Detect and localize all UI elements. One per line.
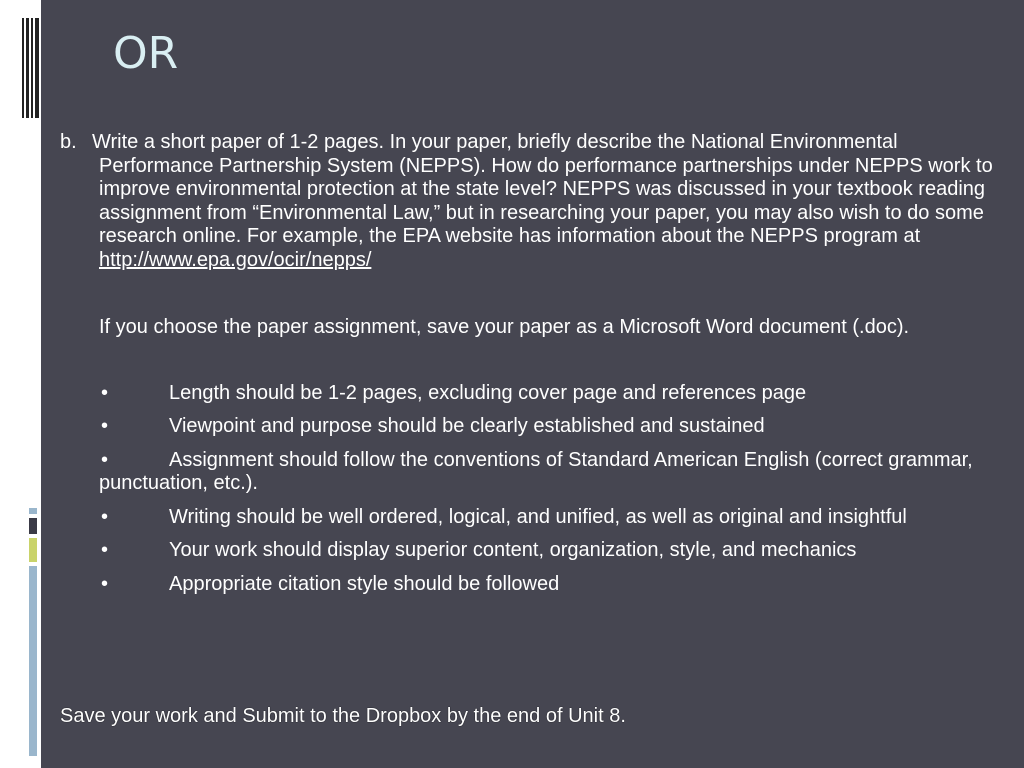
bullet-text: Length should be 1-2 pages, excluding cover page and references page xyxy=(169,381,807,404)
item-text: Write a short paper of 1-2 pages. In your paper, briefly describe the National Environmental Performance Partnership System (NEPPS). How do performance partnerships under NEPPS work to improve environmental protection at the state level? NEPPS was discussed in your textbook reading assignment from “Environmental Law,” but in researching your paper, you may also wish to do some research online. For example, the EPA website has information about the NEPPS program at xyxy=(92,131,993,247)
bullet-text: Appropriate citation style should be followed xyxy=(169,572,560,595)
slide-body xyxy=(60,131,1000,596)
bullet-icon: • xyxy=(101,572,109,595)
list-item xyxy=(60,415,1000,439)
list-item xyxy=(60,539,1000,563)
bullet-icon: • xyxy=(101,539,109,561)
bullet-icon: • xyxy=(101,381,109,404)
nepps-link[interactable]: http://www.epa.gov/ocir/nepps/ xyxy=(99,248,372,271)
requirements-list xyxy=(60,382,1000,597)
bullet-icon: • xyxy=(101,505,109,528)
list-item xyxy=(60,382,1000,406)
submission-instruction: Save your work and Submit to the Dropbox by the end of Unit 8. xyxy=(60,705,626,727)
bullet-text: Your work should display superior content, organization, style, and mechanics xyxy=(169,539,857,561)
list-item xyxy=(60,506,1000,530)
bullet-text: Writing should be well ordered, logical, and unified, as well as original and insightful xyxy=(169,505,907,528)
list-item xyxy=(60,573,1000,597)
item-marker: b. xyxy=(60,131,77,153)
decorative-lines xyxy=(22,18,41,118)
bullet-icon: • xyxy=(101,448,109,471)
slide-title: OR xyxy=(113,28,179,79)
bullet-text: Assignment should follow the conventions of Standard American English (correct grammar, punctuation, etc.). xyxy=(99,448,973,494)
left-decorative-strip xyxy=(0,0,41,768)
assignment-item-b xyxy=(60,131,1000,272)
list-item xyxy=(60,449,1000,496)
bullet-icon: • xyxy=(101,415,109,437)
bullet-text: Viewpoint and purpose should be clearly established and sustained xyxy=(169,415,765,437)
doc-instruction: If you choose the paper assignment, save your paper as a Microsoft Word document (.doc). xyxy=(99,316,910,338)
